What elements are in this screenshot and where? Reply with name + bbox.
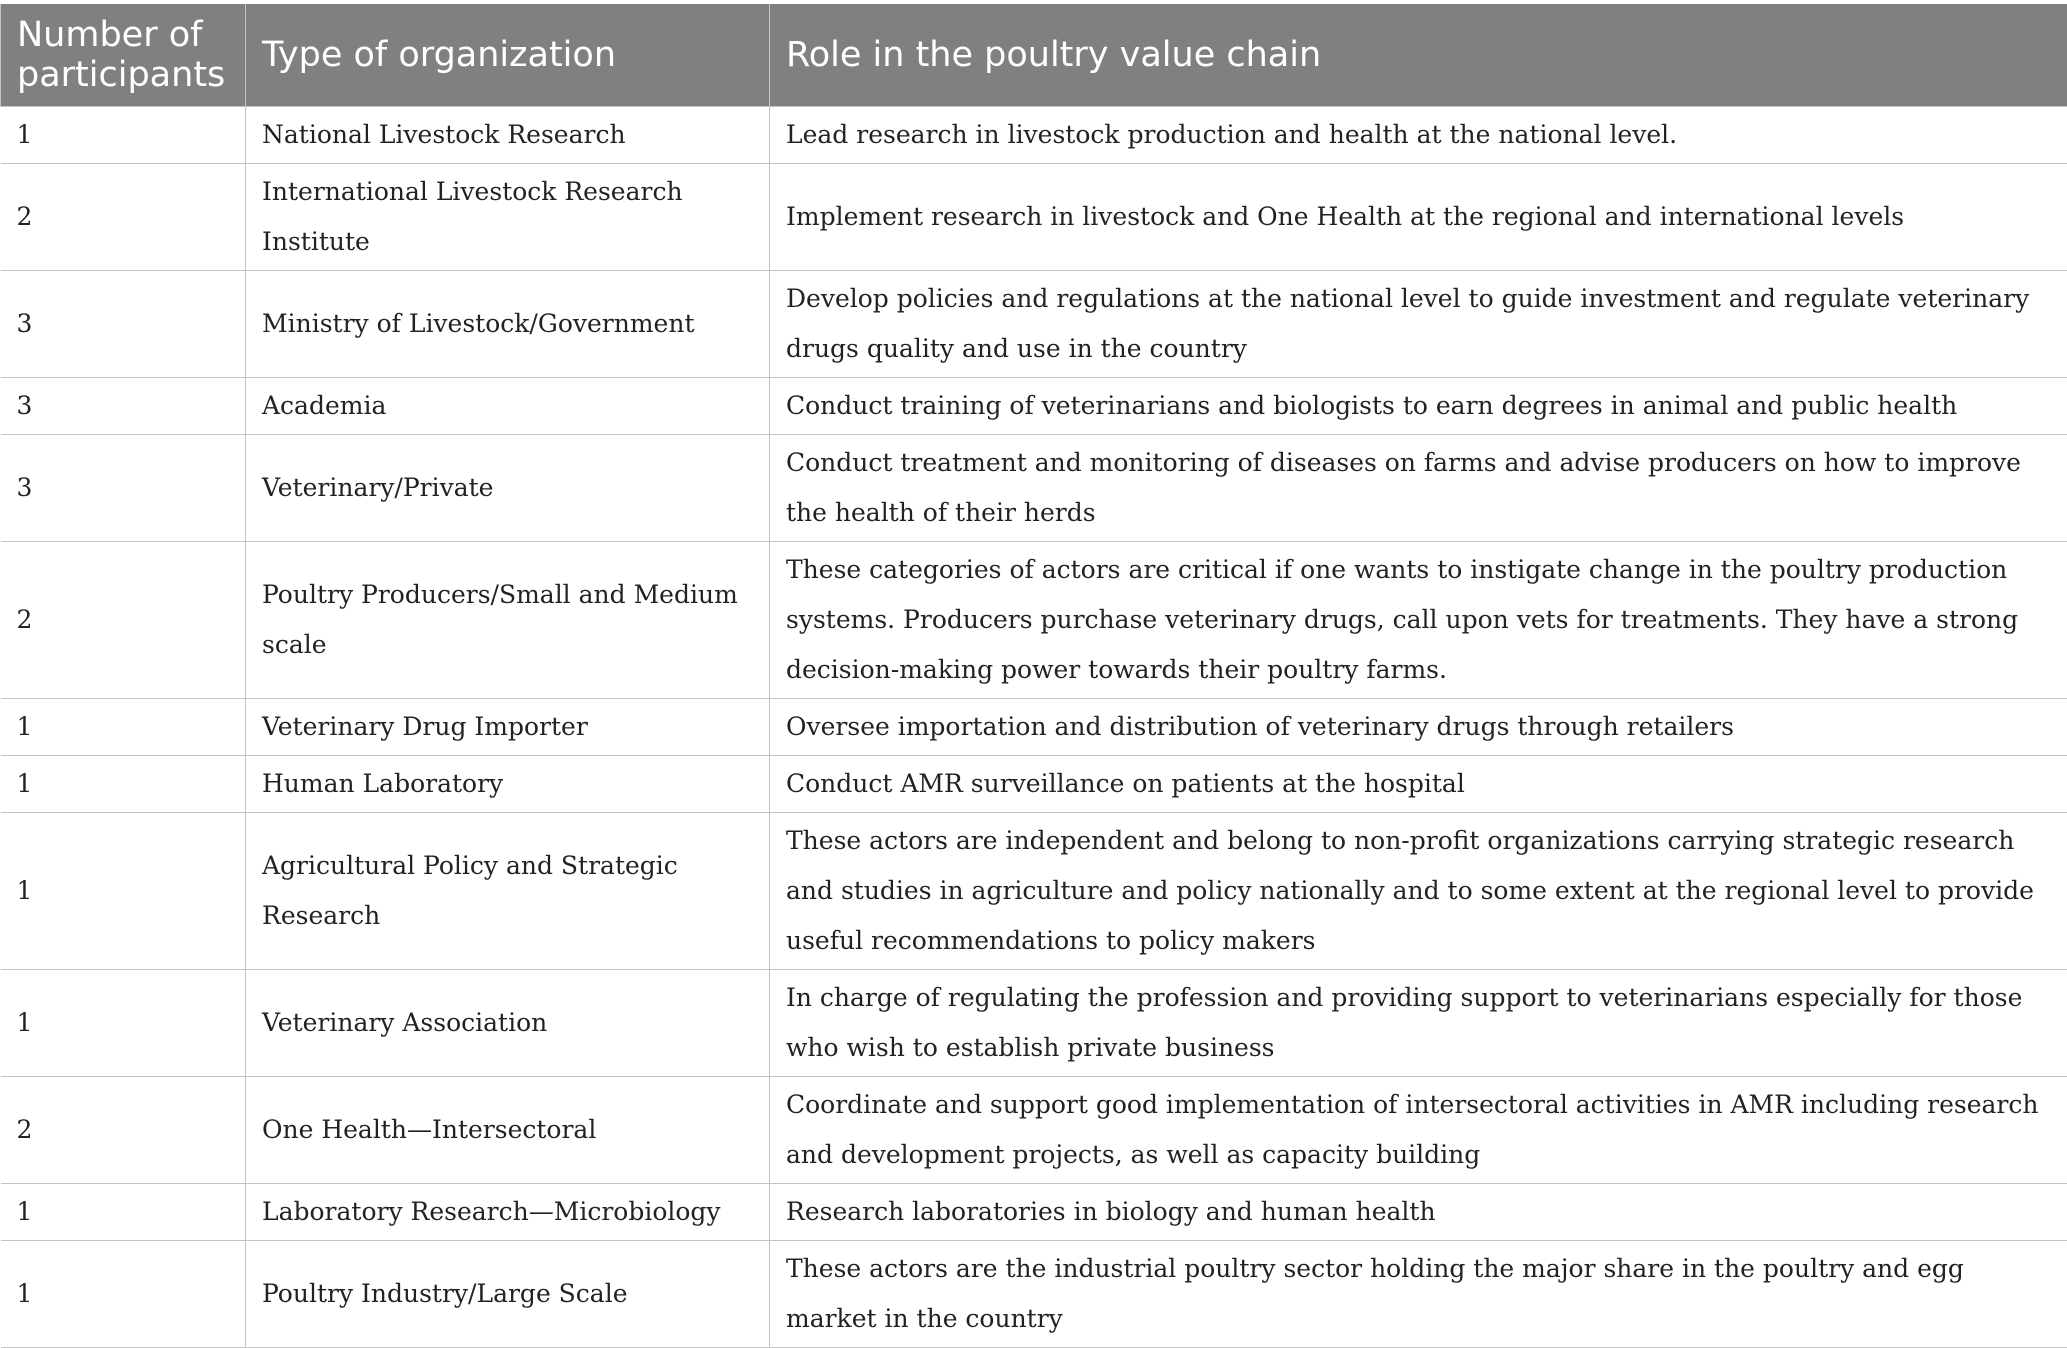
participants-table-container	[0, 4, 2067, 1348]
cell-type: Laboratory Research—Microbiology	[246, 1184, 770, 1241]
cell-role: Implement research in livestock and One Health at the regional and international levels	[770, 164, 2067, 271]
cell-role: Develop policies and regulations at the national level to guide investment and regulate veterinary drugs quality and use in the country	[770, 271, 2067, 378]
header-number-of-participants: Number of participants	[1, 4, 246, 107]
table-row	[1, 271, 2067, 378]
cell-type: Veterinary/Private	[246, 435, 770, 542]
table-row	[1, 813, 2067, 970]
cell-type: Agricultural Policy and Strategic Research	[246, 813, 770, 970]
cell-type: Academia	[246, 378, 770, 435]
table-row	[1, 542, 2067, 699]
header-row	[1, 4, 2067, 107]
cell-number: 1	[1, 699, 246, 756]
table-header	[1, 4, 2067, 107]
table-row	[1, 1184, 2067, 1241]
cell-role: Conduct AMR surveillance on patients at the hospital	[770, 756, 2067, 813]
table-row	[1, 164, 2067, 271]
cell-role: These actors are independent and belong to non-profit organizations carrying strategic research and studies in agriculture and policy nationally and to some extent at the regional level to provide useful recommendations to policy makers	[770, 813, 2067, 970]
cell-number: 1	[1, 107, 246, 164]
table-row	[1, 1241, 2067, 1348]
table-row	[1, 756, 2067, 813]
cell-number: 3	[1, 378, 246, 435]
cell-number: 2	[1, 542, 246, 699]
cell-role: Coordinate and support good implementation of intersectoral activities in AMR including research and development projects, as well as capacity building	[770, 1077, 2067, 1184]
cell-number: 1	[1, 813, 246, 970]
cell-number: 1	[1, 1241, 246, 1348]
cell-number: 3	[1, 271, 246, 378]
cell-role: In charge of regulating the profession and providing support to veterinarians especially for those who wish to establish private business	[770, 970, 2067, 1077]
header-role-in-value-chain: Role in the poultry value chain	[770, 4, 2067, 107]
table-row	[1, 699, 2067, 756]
cell-type: National Livestock Research	[246, 107, 770, 164]
table-row	[1, 378, 2067, 435]
cell-role: Lead research in livestock production and health at the national level.	[770, 107, 2067, 164]
cell-type: Poultry Industry/Large Scale	[246, 1241, 770, 1348]
table-row	[1, 107, 2067, 164]
cell-type: Poultry Producers/Small and Medium scale	[246, 542, 770, 699]
cell-type: Veterinary Association	[246, 970, 770, 1077]
cell-number: 1	[1, 756, 246, 813]
cell-role: Oversee importation and distribution of veterinary drugs through retailers	[770, 699, 2067, 756]
cell-role: Conduct training of veterinarians and biologists to earn degrees in animal and public health	[770, 378, 2067, 435]
cell-type: International Livestock Research Institute	[246, 164, 770, 271]
header-type-of-organization: Type of organization	[246, 4, 770, 107]
cell-role: Conduct treatment and monitoring of diseases on farms and advise producers on how to improve the health of their herds	[770, 435, 2067, 542]
cell-number: 1	[1, 970, 246, 1077]
table-row	[1, 435, 2067, 542]
cell-role: Research laboratories in biology and human health	[770, 1184, 2067, 1241]
cell-type: One Health—Intersectoral	[246, 1077, 770, 1184]
cell-type: Ministry of Livestock/Government	[246, 271, 770, 378]
cell-number: 3	[1, 435, 246, 542]
participants-table	[0, 4, 2067, 1348]
table-row	[1, 1077, 2067, 1184]
table-row	[1, 970, 2067, 1077]
cell-type: Human Laboratory	[246, 756, 770, 813]
cell-number: 2	[1, 164, 246, 271]
cell-number: 2	[1, 1077, 246, 1184]
cell-role: These actors are the industrial poultry sector holding the major share in the poultry and egg market in the country	[770, 1241, 2067, 1348]
cell-role: These categories of actors are critical if one wants to instigate change in the poultry production systems. Producers purchase veterinary drugs, call upon vets for treatments. They have a strong decision-making power towards their poultry farms.	[770, 542, 2067, 699]
cell-type: Veterinary Drug Importer	[246, 699, 770, 756]
table-body	[1, 107, 2067, 1348]
cell-number: 1	[1, 1184, 246, 1241]
